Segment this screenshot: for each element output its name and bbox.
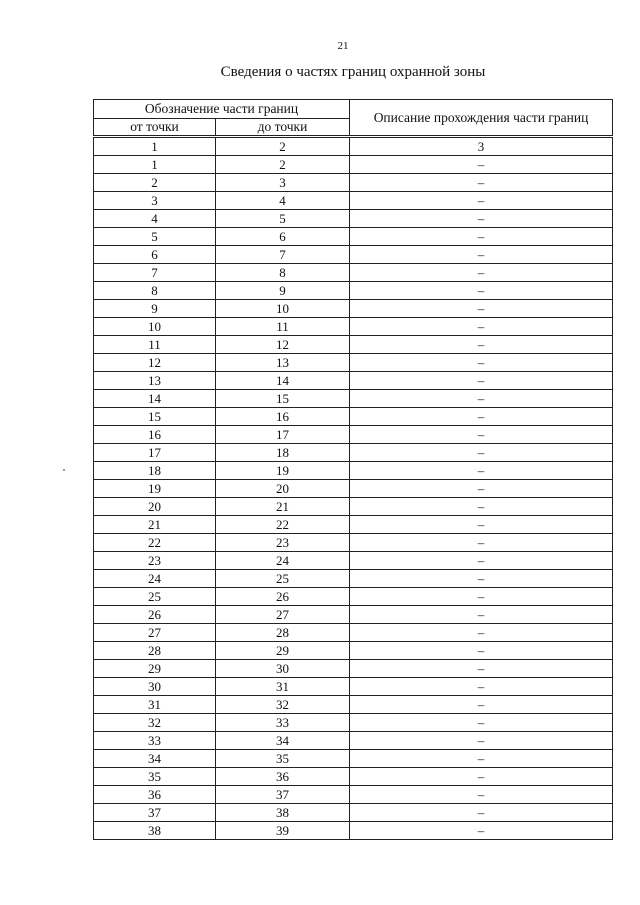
to-point-cell: 8 [216,264,350,282]
from-point-cell: 38 [94,822,216,840]
description-cell: – [350,372,613,390]
table-row [94,156,613,174]
table-row [94,732,613,750]
table-row [94,588,613,606]
description-cell: – [350,282,613,300]
table-row [94,390,613,408]
description-cell: – [350,732,613,750]
description-cell: – [350,714,613,732]
to-point-cell: 13 [216,354,350,372]
from-point-cell: 4 [94,210,216,228]
from-point-cell: 35 [94,768,216,786]
table-body [94,136,613,840]
from-point-cell: 22 [94,534,216,552]
to-point-cell: 16 [216,408,350,426]
from-point-cell: 30 [94,678,216,696]
table-row [94,408,613,426]
table-row [94,228,613,246]
to-point-cell: 29 [216,642,350,660]
description-cell: – [350,498,613,516]
to-point-cell: 28 [216,624,350,642]
to-point-cell: 10 [216,300,350,318]
table-row [94,426,613,444]
to-point-cell: 14 [216,372,350,390]
table-row [94,552,613,570]
description-cell: – [350,570,613,588]
table-row [94,660,613,678]
column-number-row [94,138,613,156]
from-point-cell: 5 [94,228,216,246]
to-point-cell: 21 [216,498,350,516]
to-point-cell: 35 [216,750,350,768]
column-number: 2 [216,138,350,156]
header-to-point: до точки [216,119,350,136]
from-point-cell: 37 [94,804,216,822]
description-cell: – [350,156,613,174]
to-point-cell: 24 [216,552,350,570]
from-point-cell: 11 [94,336,216,354]
from-point-cell: 1 [94,156,216,174]
table-row [94,714,613,732]
table-row [94,192,613,210]
description-cell: – [350,210,613,228]
table-row [94,606,613,624]
table-row [94,300,613,318]
description-cell: – [350,354,613,372]
from-point-cell: 12 [94,354,216,372]
column-number: 1 [94,138,216,156]
table-row [94,444,613,462]
table-row [94,534,613,552]
to-point-cell: 17 [216,426,350,444]
scan-speck [63,469,65,471]
table-row [94,516,613,534]
description-cell: – [350,678,613,696]
from-point-cell: 3 [94,192,216,210]
table-row [94,318,613,336]
to-point-cell: 20 [216,480,350,498]
column-number: 3 [350,138,613,156]
description-cell: – [350,408,613,426]
from-point-cell: 25 [94,588,216,606]
description-cell: – [350,786,613,804]
to-point-cell: 18 [216,444,350,462]
description-cell: – [350,750,613,768]
from-point-cell: 26 [94,606,216,624]
header-boundary-description: Описание прохождения части границ [350,100,613,136]
to-point-cell: 7 [216,246,350,264]
from-point-cell: 17 [94,444,216,462]
from-point-cell: 36 [94,786,216,804]
to-point-cell: 30 [216,660,350,678]
table-row [94,570,613,588]
to-point-cell: 11 [216,318,350,336]
from-point-cell: 20 [94,498,216,516]
from-point-cell: 14 [94,390,216,408]
description-cell: – [350,606,613,624]
to-point-cell: 12 [216,336,350,354]
table-row [94,462,613,480]
to-point-cell: 39 [216,822,350,840]
to-point-cell: 33 [216,714,350,732]
from-point-cell: 6 [94,246,216,264]
document-title: Сведения о частях границ охранной зоны [220,64,486,80]
table-header-row [94,100,613,119]
to-point-cell: 37 [216,786,350,804]
table-row [94,372,613,390]
description-cell: – [350,228,613,246]
table-row [94,498,613,516]
from-point-cell: 33 [94,732,216,750]
to-point-cell: 9 [216,282,350,300]
to-point-cell: 19 [216,462,350,480]
description-cell: – [350,444,613,462]
table-row [94,480,613,498]
from-point-cell: 9 [94,300,216,318]
table-row [94,804,613,822]
from-point-cell: 7 [94,264,216,282]
description-cell: – [350,552,613,570]
description-cell: – [350,300,613,318]
from-point-cell: 31 [94,696,216,714]
description-cell: – [350,480,613,498]
table-row [94,768,613,786]
to-point-cell: 15 [216,390,350,408]
table-row [94,174,613,192]
from-point-cell: 19 [94,480,216,498]
from-point-cell: 8 [94,282,216,300]
to-point-cell: 25 [216,570,350,588]
table-row [94,750,613,768]
description-cell: – [350,822,613,840]
header-from-point: от точки [94,119,216,136]
to-point-cell: 4 [216,192,350,210]
from-point-cell: 27 [94,624,216,642]
to-point-cell: 31 [216,678,350,696]
from-point-cell: 32 [94,714,216,732]
description-cell: – [350,390,613,408]
to-point-cell: 3 [216,174,350,192]
to-point-cell: 26 [216,588,350,606]
page-number: 21 [337,40,349,52]
from-point-cell: 34 [94,750,216,768]
description-cell: – [350,768,613,786]
table-row [94,696,613,714]
from-point-cell: 16 [94,426,216,444]
table-row [94,786,613,804]
table-row [94,264,613,282]
description-cell: – [350,426,613,444]
description-cell: – [350,516,613,534]
table-row [94,624,613,642]
to-point-cell: 38 [216,804,350,822]
table-row [94,282,613,300]
description-cell: – [350,534,613,552]
table-row [94,678,613,696]
description-cell: – [350,696,613,714]
boundary-parts-table [93,99,613,840]
table-row [94,246,613,264]
from-point-cell: 24 [94,570,216,588]
description-cell: – [350,804,613,822]
description-cell: – [350,660,613,678]
description-cell: – [350,624,613,642]
to-point-cell: 5 [216,210,350,228]
from-point-cell: 13 [94,372,216,390]
to-point-cell: 2 [216,156,350,174]
from-point-cell: 23 [94,552,216,570]
to-point-cell: 27 [216,606,350,624]
to-point-cell: 36 [216,768,350,786]
description-cell: – [350,336,613,354]
to-point-cell: 6 [216,228,350,246]
to-point-cell: 34 [216,732,350,750]
header-boundary-part-designation: Обозначение части границ [94,100,350,119]
from-point-cell: 29 [94,660,216,678]
table-row [94,336,613,354]
from-point-cell: 21 [94,516,216,534]
description-cell: – [350,246,613,264]
from-point-cell: 2 [94,174,216,192]
table-row [94,354,613,372]
description-cell: – [350,462,613,480]
table-row [94,210,613,228]
from-point-cell: 15 [94,408,216,426]
description-cell: – [350,318,613,336]
description-cell: – [350,264,613,282]
table-row [94,642,613,660]
to-point-cell: 22 [216,516,350,534]
to-point-cell: 23 [216,534,350,552]
description-cell: – [350,642,613,660]
from-point-cell: 10 [94,318,216,336]
from-point-cell: 18 [94,462,216,480]
description-cell: – [350,174,613,192]
from-point-cell: 28 [94,642,216,660]
table-row [94,822,613,840]
description-cell: – [350,588,613,606]
to-point-cell: 32 [216,696,350,714]
description-cell: – [350,192,613,210]
